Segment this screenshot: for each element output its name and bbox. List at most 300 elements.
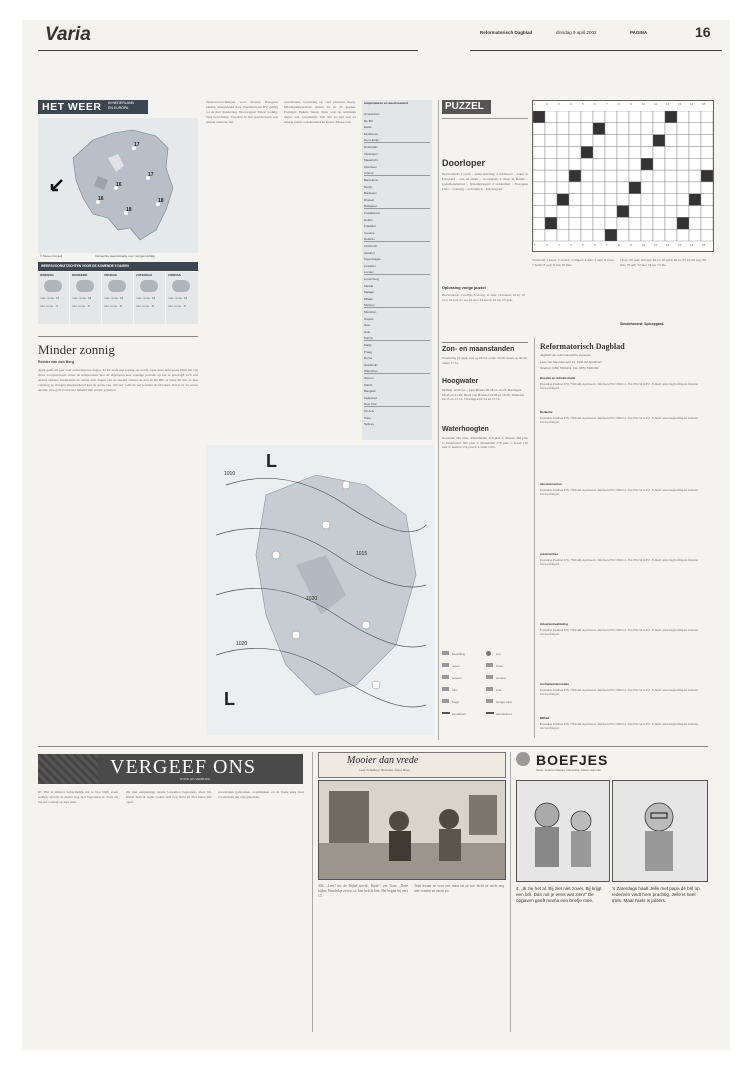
grid-cell[interactable] <box>605 182 617 194</box>
rain-icon <box>442 663 449 667</box>
grid-cell[interactable] <box>593 182 605 194</box>
thunder-icon <box>442 675 449 679</box>
pressure-map-graphic <box>206 445 434 735</box>
grid-cell[interactable] <box>701 123 713 135</box>
grid-cell[interactable] <box>557 135 569 147</box>
grid-cell[interactable] <box>701 194 713 206</box>
grid-cell[interactable] <box>557 206 569 218</box>
grid-block <box>653 135 665 147</box>
grid-number: 3 <box>558 102 560 106</box>
legend-item: ijzel <box>496 688 502 692</box>
cloud-icon <box>442 651 449 655</box>
grid-cell[interactable] <box>653 111 665 123</box>
grid-cell[interactable] <box>593 135 605 147</box>
comic2-credit: Tekst: Jeanne Meijers / Illustratie: Maart Hopman <box>536 768 602 772</box>
vergeef-ons-col1: 67. Het is immers hebachtelijk dat ie hier blijft staan redden, terwijl de dienst nog niet begonnen is. Toch zit hij een zondag op zijn plek. <box>38 790 118 804</box>
grid-cell[interactable] <box>581 158 593 170</box>
city-row: Parijs <box>364 343 372 347</box>
colophon-section: Advertentieafdeling <box>540 622 569 626</box>
grid-cell[interactable] <box>533 217 545 229</box>
grid-solution-number: 3 <box>558 243 560 247</box>
grid-cell[interactable] <box>641 123 653 135</box>
grid-cell[interactable] <box>677 158 689 170</box>
forecast-day-name: VRIJDAG <box>104 273 118 277</box>
grid-cell[interactable] <box>689 135 701 147</box>
grid-solution-number: 9 <box>630 243 632 247</box>
svg-text:18: 18 <box>126 207 132 213</box>
grid-cell[interactable] <box>665 170 677 182</box>
article-rule <box>38 336 198 337</box>
grid-cell[interactable] <box>617 182 629 194</box>
svg-text:17: 17 <box>148 172 154 178</box>
grid-cell[interactable] <box>545 146 557 158</box>
grid-cell[interactable] <box>593 158 605 170</box>
grid-solution-number: 12 <box>666 243 670 247</box>
grid-cell[interactable] <box>665 206 677 218</box>
forecast-header-bar <box>38 262 198 271</box>
sun-moon-text: Woensdag 10 april: zon op 06.54, onder 20.28; maan op 06.49, onder 17.51. <box>442 356 528 365</box>
grid-cell[interactable] <box>689 217 701 229</box>
city-row: Helsinki <box>364 237 430 242</box>
city-row: Milaan <box>364 296 373 301</box>
grid-cell[interactable] <box>581 135 593 147</box>
grid-cell[interactable] <box>569 217 581 229</box>
city-row: Eindhoven <box>364 131 379 136</box>
grid-cell[interactable] <box>581 217 593 229</box>
grid-cell[interactable] <box>593 146 605 158</box>
forecast-max-value: 17 <box>56 296 60 300</box>
svg-text:1020: 1020 <box>306 596 318 602</box>
city-row: Nice <box>364 323 371 328</box>
grid-cell[interactable] <box>569 135 581 147</box>
masthead-rule-right <box>470 50 722 51</box>
grid-cell[interactable] <box>605 135 617 147</box>
grid-cell[interactable] <box>677 206 689 218</box>
grid-cell[interactable] <box>689 170 701 182</box>
comic2-illustration-right <box>613 781 707 881</box>
legend-item: onweer <box>452 676 462 680</box>
comic2-caption-left: 4. „Ik zie het al. Bij ziet niet zover. Bij krijgt een bril. Dan ruil je eens wat zien!" De opgaven geeft mama een briefje mee. <box>516 886 602 903</box>
grid-cell[interactable] <box>689 182 701 194</box>
grid-cell[interactable] <box>653 194 665 206</box>
city-row: Lissabon <box>364 263 377 268</box>
colophon-subtitle: dagblad van reformatorische signatuur <box>540 353 592 357</box>
colophon-section: Redactie <box>540 410 553 414</box>
grid-cell[interactable] <box>641 229 653 241</box>
grid-cell[interactable] <box>605 206 617 218</box>
city-row: Palma <box>364 336 430 341</box>
grid-cell[interactable] <box>641 217 653 229</box>
section-title: Varia <box>45 24 91 45</box>
colophon-text: Postadres Postbus 670, 7300 AR Apeldoorn. Telefoon 055-5390111. Fax 055-5411457. E-mail: redactie@refdag.nl. Internet www.refdag.nl. <box>540 416 699 425</box>
masthead-rule <box>38 50 418 51</box>
grid-cell[interactable] <box>593 194 605 206</box>
grid-cell[interactable] <box>593 229 605 241</box>
colophon-divider <box>534 338 535 738</box>
grid-solution-number: 13 <box>678 243 682 247</box>
grid-cell[interactable] <box>593 217 605 229</box>
grid-cell[interactable] <box>569 229 581 241</box>
grid-cell[interactable] <box>617 170 629 182</box>
city-row: Londen <box>364 270 430 275</box>
grid-cell[interactable] <box>629 217 641 229</box>
waterhoogten-title: Waterhoogten <box>442 426 489 433</box>
grid-cell[interactable] <box>617 111 629 123</box>
grid-cell[interactable] <box>629 111 641 123</box>
grid-solution-number: 1 <box>534 243 536 247</box>
grid-cell[interactable] <box>617 135 629 147</box>
grid-cell[interactable] <box>641 135 653 147</box>
grid-cell[interactable] <box>629 123 641 135</box>
city-row: Rome <box>364 356 373 361</box>
legend-item: buien <box>496 664 504 668</box>
comic1-credit: Lady Schelling / Illustratie: Ruud Mees <box>359 768 411 772</box>
comic2-caption-right: 's Zaterdags haalt Jelle met papa de bril op. Iedereen vindt hem prachtig. Jelle is heel trots. Maar Niels is jaloers. <box>612 886 701 903</box>
page-label: PAGINA <box>630 30 648 35</box>
grid-cell[interactable] <box>557 146 569 158</box>
grid-cell[interactable] <box>677 111 689 123</box>
grid-cell[interactable] <box>605 111 617 123</box>
grid-cell[interactable] <box>677 146 689 158</box>
colophon-section: Abonnementen <box>540 482 562 486</box>
grid-cell[interactable] <box>569 123 581 135</box>
grid-cell[interactable] <box>557 170 569 182</box>
grid-cell[interactable] <box>689 158 701 170</box>
city-row: Tokio <box>364 415 372 420</box>
grid-cell[interactable] <box>653 158 665 170</box>
grid-cell[interactable] <box>545 229 557 241</box>
grid-cell[interactable] <box>605 217 617 229</box>
puzzle-grid-cells <box>533 111 713 251</box>
grid-cell[interactable] <box>545 206 557 218</box>
city-row: Maastricht <box>364 158 378 163</box>
city-row: Oslo <box>364 329 371 334</box>
grid-cell[interactable] <box>701 229 713 241</box>
puzzle-clues-horizontal: Horizontaal: 1 vacht – zaakverdeling; 2 rubbiasen – water in Friesland – een en ander – voorzetsel; 3 rivier in België – godsdienstleraar – fysiotherapeut; 4 ladderdien – Europese Unie – voertuig – polorijsten – kalenegraaf. <box>442 172 528 191</box>
grid-cell[interactable] <box>581 170 593 182</box>
city-row: Kopenhagen <box>364 257 382 262</box>
grid-cell[interactable] <box>581 182 593 194</box>
city-row: Malaga <box>364 290 374 295</box>
grid-cell[interactable] <box>605 158 617 170</box>
grid-cell[interactable] <box>569 111 581 123</box>
grid-cell[interactable] <box>569 206 581 218</box>
europe-forecast-text: Weersverwachtingen voor diverse Europese landen, meegedeeld door Weathernews BV, geldig tot en met donderdag. Noorwegen: Meest wolkig. Veel bewolking. Zweden: In het noordwesten een enkele winterse bui. <box>206 100 278 124</box>
grid-cell[interactable] <box>665 146 677 158</box>
forecast-max-label: max. temp. <box>136 296 151 300</box>
cloud-sun-icon <box>44 280 62 292</box>
city-row: Praag <box>364 349 373 354</box>
grid-cell[interactable] <box>641 111 653 123</box>
vergeef-ons-author: DOOR GO VERBURG <box>180 777 211 781</box>
comic1-title: Mooier dan vrede <box>347 755 419 766</box>
grid-cell[interactable] <box>641 182 653 194</box>
grid-number: 10 <box>642 102 646 106</box>
grid-cell[interactable] <box>557 217 569 229</box>
puzzle-rule <box>442 118 528 119</box>
grid-cell[interactable] <box>617 123 629 135</box>
grid-cell[interactable] <box>653 146 665 158</box>
grid-cell[interactable] <box>629 206 641 218</box>
comic2-illustration-left <box>517 781 609 881</box>
sun-icon <box>486 651 491 656</box>
grid-cell[interactable] <box>689 229 701 241</box>
city-row: Kaapstad <box>364 395 377 400</box>
grid-solution-number: 7 <box>606 243 608 247</box>
forecast-day-name: ZATERDAG <box>136 273 153 277</box>
grid-cell[interactable] <box>557 158 569 170</box>
grid-number: 8 <box>618 102 620 106</box>
grid-cell[interactable] <box>701 135 713 147</box>
grid-cell[interactable] <box>557 111 569 123</box>
grid-cell[interactable] <box>641 170 653 182</box>
grid-block <box>677 217 689 229</box>
hoogwater-text: Delfzijl 12.06 en –; Den Helder 06.58 en 19.18; Harlingen 08.45 en 21.06; Hoek van Holland 04.08 en 16.39; IJmuiden 04.55 en 17.12; Vlissingen 02.54 en 15.14. <box>442 388 525 402</box>
grid-cell[interactable] <box>545 170 557 182</box>
grid-cell[interactable] <box>653 123 665 135</box>
grid-cell[interactable] <box>545 123 557 135</box>
forecast-min-value: 5 <box>88 304 90 308</box>
comic-divider-2 <box>510 752 511 1032</box>
grid-cell[interactable] <box>653 229 665 241</box>
grid-cell[interactable] <box>665 229 677 241</box>
grid-cell[interactable] <box>533 182 545 194</box>
colophon-phone: Telefoon (055) 5390111. Fax (055) 5390100. <box>540 366 600 370</box>
city-row: Tel Aviv <box>364 409 375 413</box>
nl-map-caption: Verwachte weerssituatie voor morgenmiddag <box>95 254 155 258</box>
grid-block <box>617 206 629 218</box>
temperature-table <box>362 100 432 440</box>
puzzle-solution-continuation: 18 gs; 60 ruat; 62 rijst; 64 ra; 65 grid; 66 ta; 67 ki; 68 esp; 69 fim; 70 AP; 72 ma; 74 ka; 75 Ne. <box>620 258 706 267</box>
grid-cell[interactable] <box>677 135 689 147</box>
vergeef-ons-col3: weersbuien gedronken, oogdrukken, en de fraaie kerk staat vol mensen die zijn gekomen. <box>218 790 304 799</box>
comic1-caption-right: Toen kwam ze voor ons maar tat ze zoo dicht ze nesle noq niet vonden en om te zo. <box>414 884 504 893</box>
grid-cell[interactable] <box>605 123 617 135</box>
city-row: Moskou <box>364 303 430 308</box>
city-row: Eelde <box>364 125 372 130</box>
grid-cell[interactable] <box>593 206 605 218</box>
grid-cell[interactable] <box>701 217 713 229</box>
grid-cell[interactable] <box>581 123 593 135</box>
grid-cell[interactable] <box>557 123 569 135</box>
grid-cell[interactable] <box>689 111 701 123</box>
grid-cell[interactable] <box>629 158 641 170</box>
waterhoogten-text: Konstanz 301 min., Rheinfelden 216 plus 3; Maxau 462 plus 2; Plittersdorf 565 plus 1; Mannheim 278 plus 1; Kaub 150 min 3; Keulen 174 plus 6; Lobith 1050. <box>442 436 528 450</box>
grid-cell[interactable] <box>677 170 689 182</box>
grid-cell[interactable] <box>533 206 545 218</box>
grid-cell[interactable] <box>677 194 689 206</box>
city-row: München <box>364 310 377 314</box>
grid-cell[interactable] <box>617 146 629 158</box>
grid-cell[interactable] <box>689 146 701 158</box>
grid-cell[interactable] <box>641 194 653 206</box>
grid-cell[interactable] <box>629 194 641 206</box>
grid-cell[interactable] <box>629 146 641 158</box>
city-row: Sydney <box>364 422 375 427</box>
grid-cell[interactable] <box>569 158 581 170</box>
grid-cell[interactable] <box>701 158 713 170</box>
grid-cell[interactable] <box>701 146 713 158</box>
grid-cell[interactable] <box>581 206 593 218</box>
city-row: Budapest <box>364 204 430 209</box>
sleet-icon <box>486 687 493 691</box>
grid-cell[interactable] <box>533 158 545 170</box>
weather-legend <box>442 650 532 736</box>
shower-icon <box>486 663 493 667</box>
grid-cell[interactable] <box>677 123 689 135</box>
grid-cell[interactable] <box>545 182 557 194</box>
grid-cell[interactable] <box>617 229 629 241</box>
grid-cell[interactable] <box>653 182 665 194</box>
grid-cell[interactable] <box>689 206 701 218</box>
grid-solution-number: 2 <box>546 243 548 247</box>
grid-cell[interactable] <box>545 158 557 170</box>
grid-cell[interactable] <box>533 135 545 147</box>
svg-text:16: 16 <box>98 196 104 202</box>
forecast-day <box>134 272 165 324</box>
forecast-max-value: 14 <box>184 296 188 300</box>
city-row: Genève <box>364 230 375 235</box>
europe-forecast-text-2: weersbuien, woensdag op veel plaatsen droog. Middagtemperatuur tussen 20 en 25 graden. Portugal: Enkele buien, maar ook op sommige dagen zon. Oostenrijk: Van tijd tot tijd zon en enkele buien. Griekenland en Kreta: Flinke zon- <box>284 100 356 124</box>
grid-cell[interactable] <box>545 135 557 147</box>
grid-block <box>557 194 569 206</box>
grid-cell[interactable] <box>557 229 569 241</box>
grid-cell[interactable] <box>665 217 677 229</box>
city-row: Berlijn <box>364 184 373 189</box>
grid-cell[interactable] <box>533 146 545 158</box>
grid-cell[interactable] <box>605 146 617 158</box>
grid-cell[interactable] <box>617 194 629 206</box>
forecast-day <box>102 272 133 324</box>
legend-item: koudefront <box>452 712 467 716</box>
city-row: Innsbruck <box>364 244 378 248</box>
grid-cell[interactable] <box>653 170 665 182</box>
forecast-max-label: max. temp. <box>104 296 119 300</box>
colophon-section: Directie en Administratie <box>540 376 576 380</box>
comic2-panel-left <box>516 780 610 882</box>
grid-cell[interactable] <box>629 135 641 147</box>
grid-cell[interactable] <box>701 182 713 194</box>
forecast-max-label: max. temp. <box>168 296 183 300</box>
grid-cell[interactable] <box>701 111 713 123</box>
grid-cell[interactable] <box>569 146 581 158</box>
city-row: Athene <box>364 171 430 176</box>
grid-cell[interactable] <box>545 194 557 206</box>
cold-front-icon <box>442 712 450 714</box>
grid-cell[interactable] <box>533 123 545 135</box>
puzzle-grid[interactable] <box>532 100 714 252</box>
sun-icon <box>172 280 190 292</box>
grid-cell[interactable] <box>665 123 677 135</box>
grid-cell[interactable] <box>677 229 689 241</box>
grid-solution-number: 10 <box>642 243 646 247</box>
grid-cell[interactable] <box>533 194 545 206</box>
grid-cell[interactable] <box>557 182 569 194</box>
grid-cell[interactable] <box>665 194 677 206</box>
grid-cell[interactable] <box>629 229 641 241</box>
comic1-illustration <box>319 781 505 879</box>
grid-cell[interactable] <box>689 123 701 135</box>
grid-cell[interactable] <box>629 170 641 182</box>
grid-cell[interactable] <box>665 158 677 170</box>
grid-cell[interactable] <box>617 217 629 229</box>
grid-cell[interactable] <box>665 182 677 194</box>
forecast-day <box>166 272 198 324</box>
grid-cell[interactable] <box>581 229 593 241</box>
comic1-panel <box>318 780 506 880</box>
grid-block <box>665 111 677 123</box>
grid-cell[interactable] <box>641 206 653 218</box>
comic2-logo-face <box>516 752 530 766</box>
grid-cell[interactable] <box>653 206 665 218</box>
forecast-max-value: 14 <box>152 296 156 300</box>
grid-cell[interactable] <box>677 182 689 194</box>
grid-cell[interactable] <box>617 158 629 170</box>
grid-cell[interactable] <box>569 194 581 206</box>
city-row: Amsterdam <box>364 112 380 116</box>
colophon-text: Postadres Postbus 670, 7300 AR Apeldoorn. Telefoon 055-5390111. Fax 055-5411457. E-mail: redactie@refdag.nl. Internet www.refdag.nl. <box>540 558 699 567</box>
svg-text:18: 18 <box>158 198 164 204</box>
grid-number: 11 <box>654 102 658 106</box>
grid-block <box>605 229 617 241</box>
grid-solution-number: 4 <box>570 243 572 247</box>
sun-moon-title: Zon- en maanstanden <box>442 346 515 353</box>
grid-cell[interactable] <box>605 170 617 182</box>
grid-cell[interactable] <box>533 229 545 241</box>
grid-cell[interactable] <box>593 111 605 123</box>
city-row: Madrid <box>364 283 374 288</box>
forecast-min-label: min. temp. <box>72 304 87 308</box>
city-row: Den Helder <box>364 138 430 143</box>
banner-illustration <box>38 754 98 784</box>
grid-cell[interactable] <box>605 194 617 206</box>
legend-item: warmtefront <box>496 712 512 716</box>
grid-solution-number: 8 <box>618 243 620 247</box>
column-divider <box>438 100 439 740</box>
grid-number: 6 <box>594 102 596 106</box>
grid-cell[interactable] <box>593 170 605 182</box>
grid-cell[interactable] <box>545 111 557 123</box>
forecast-min-label: min. temp. <box>136 304 151 308</box>
weather-logo-word: HET WEER <box>42 101 102 113</box>
grid-block <box>641 158 653 170</box>
temperature-table-title: temperaturen en weertoestand <box>364 101 408 105</box>
vergeef-ons-col2: die hun eenpakkige naaste lossomen begonnen, maar hij. Nauel hem ik nadat vaders zelf nog nicht zn met helen zijn ogen. <box>126 790 212 804</box>
colophon-address: Laan van Meerdervoort 11, 7336 AZ Apeldoorn <box>540 360 603 364</box>
grid-cell[interactable] <box>569 182 581 194</box>
forecast-min-value: 5 <box>184 304 186 308</box>
wind-icon <box>486 699 493 703</box>
grid-number: 12 <box>666 102 670 106</box>
puzzle-solution-text: Horizontaal: 1 zerlijk; 6 vroeg; 11 lans; 14 hanen; 16 et; 18 eva; 19 bol; 21 us; 22 sex; 23 kwal; 24 na; 25 grip. <box>442 293 525 302</box>
grid-cell[interactable] <box>665 135 677 147</box>
grid-cell[interactable] <box>581 194 593 206</box>
colophon-text: Postadres Postbus 670, 7300 AR Apeldoorn. Telefoon 055-5390111. Fax 055-5411457. E-mail: redactie@refdag.nl. Internet www.refdag.nl. <box>540 628 699 637</box>
grid-cell[interactable] <box>641 146 653 158</box>
grid-cell[interactable] <box>581 111 593 123</box>
grid-cell[interactable] <box>653 217 665 229</box>
grid-solution-number: 11 <box>654 243 658 247</box>
grid-number: 7 <box>606 102 608 106</box>
grid-cell[interactable] <box>701 206 713 218</box>
colophon-text: Postadres Postbus 670, 7300 AR Apeldoorn. Telefoon 055-5390111. Fax 055-5411457. E-mail: redactie@refdag.nl. Internet www.refdag.nl. <box>540 722 699 731</box>
cloud-rain-icon <box>108 280 126 292</box>
city-row: Istanbul <box>364 250 375 255</box>
colophon-text: Postadres Postbus 670, 7300 AR Apeldoorn. Telefoon 055-5390111. Fax 055-5411457. E-mail: redactie@refdag.nl. Internet www.refdag.nl. <box>540 688 699 697</box>
grid-cell[interactable] <box>533 170 545 182</box>
city-row: Dublin <box>364 217 373 222</box>
forecast-day <box>38 272 69 324</box>
